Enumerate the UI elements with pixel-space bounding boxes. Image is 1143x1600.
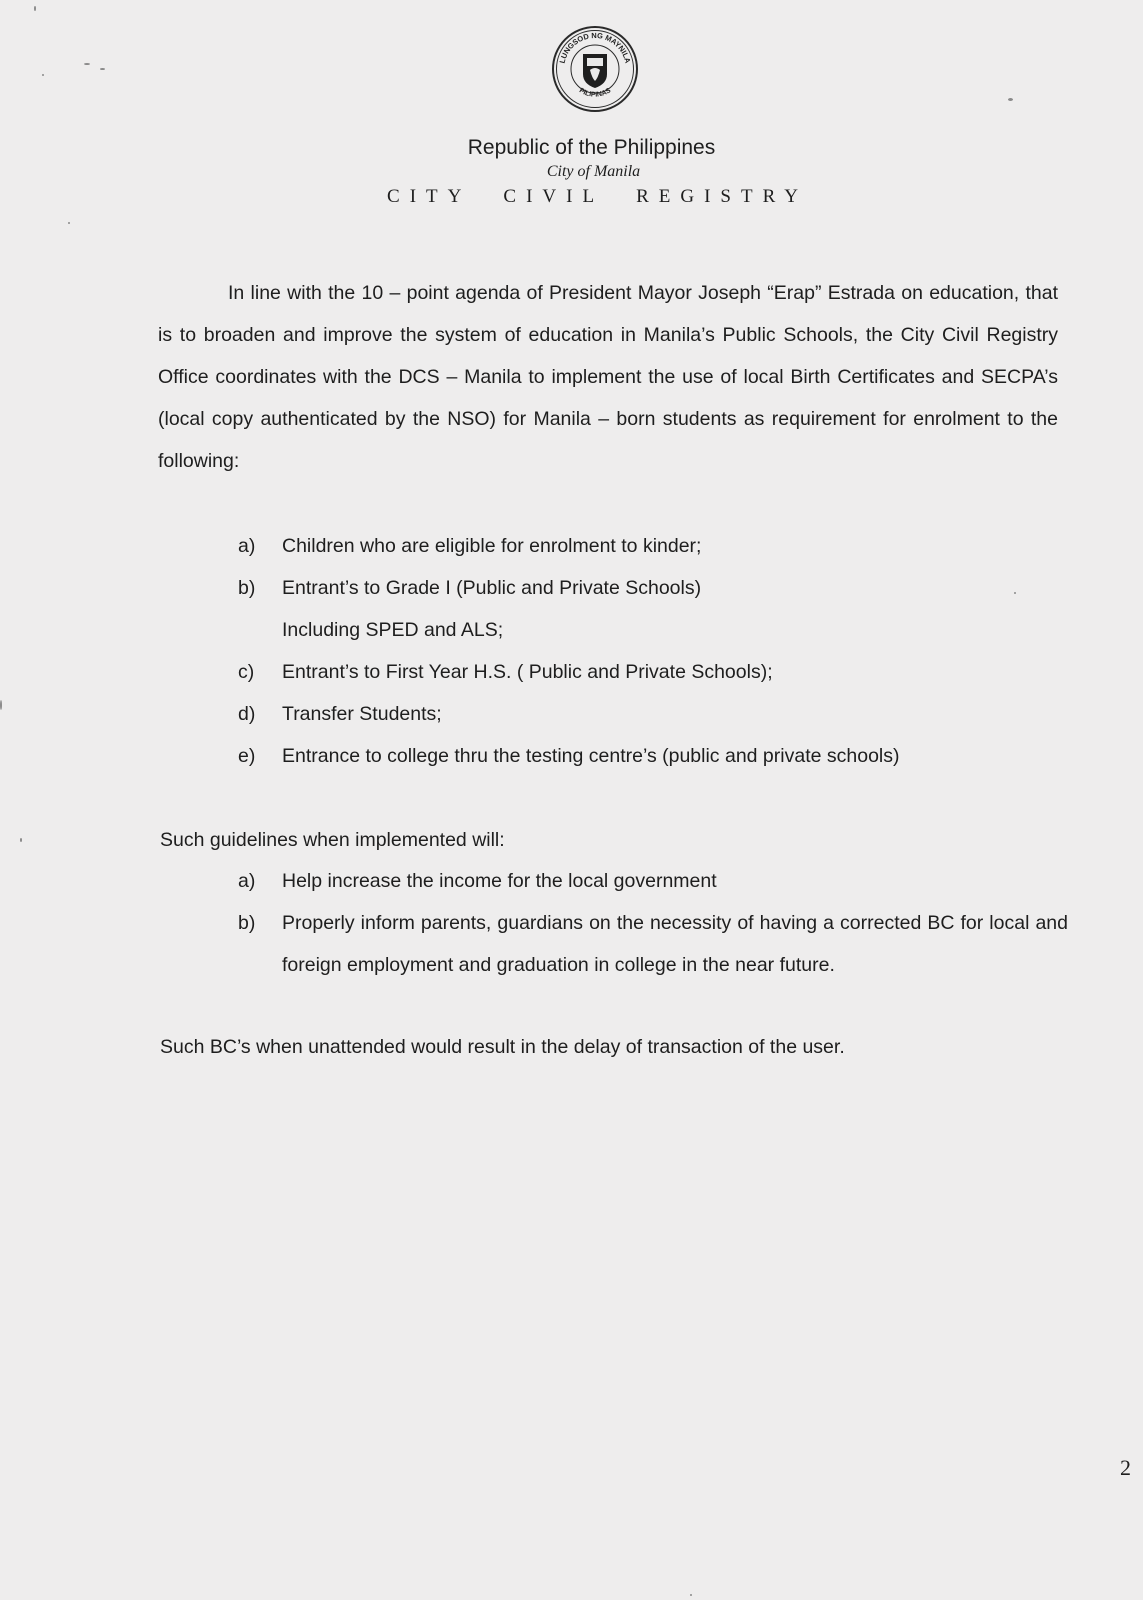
list-item — [238, 902, 1068, 986]
list-marker: d) — [238, 703, 256, 725]
list-item-text: Properly inform parents, guardians on the necessity of having a corrected BC for local and foreign employment and graduation in college in the near future. — [282, 912, 1068, 976]
list-item-text: Entrant’s to Grade I (Public and Private Schools) — [282, 577, 702, 599]
scan-speck — [1008, 98, 1013, 101]
seal-icon — [550, 24, 640, 114]
scan-speck — [20, 838, 22, 842]
list-item — [238, 651, 998, 693]
svg-text:PILIPINAS: PILIPINAS — [577, 87, 613, 99]
list-item-text: Help increase the income for the local government — [282, 870, 717, 892]
list-marker: c) — [238, 661, 255, 683]
list-item — [238, 735, 998, 777]
scan-speck — [1014, 592, 1016, 594]
svg-text:LUNGSOD NG MAYNILA: LUNGSOD NG MAYNILA — [557, 30, 633, 65]
requirements-list — [238, 525, 998, 777]
republic-heading: Republic of the Philippines — [467, 136, 716, 159]
guidelines-list — [238, 860, 1068, 986]
scan-speck — [34, 6, 36, 11]
list-item-text: Children who are eligible for enrolment to kinder; — [282, 535, 702, 557]
list-marker: a) — [238, 535, 256, 557]
scan-speck — [84, 63, 90, 65]
list-item-text: Including SPED and ALS; — [282, 619, 504, 641]
city-heading: City of Manila — [546, 163, 641, 180]
office-heading: CITY CIVIL REGISTRY — [387, 186, 808, 207]
list-marker: e) — [238, 745, 256, 767]
scan-speck — [0, 700, 2, 710]
list-item-text: Entrance to college thru the testing centre’s (public and private schools) — [282, 745, 900, 767]
list-item — [238, 609, 998, 651]
list-item — [238, 567, 998, 609]
list-item — [238, 693, 998, 735]
scan-speck — [690, 1594, 692, 1596]
list-marker: b) — [238, 912, 256, 934]
list-item-text: Entrant’s to First Year H.S. ( Public and Private Schools); — [282, 661, 773, 683]
closing-paragraph: Such BC’s when unattended would result in the delay of transaction of the user. — [160, 1036, 845, 1058]
intro-paragraph: In line with the 10 – point agenda of President Mayor Joseph “Erap” Estrada on education, that is to broaden and improve the system of education in Manila’s Public Schools, the City Civil Registry Office coordinates with the DCS – Manila to implement the use of local Birth Certificates and SECPA’s (local copy authenticated by the NSO) for Manila – born students as requirement for enrolment to the following: — [158, 282, 1058, 472]
list-item — [238, 525, 998, 567]
scan-speck — [68, 222, 70, 224]
list-marker: b) — [238, 577, 256, 599]
list-item — [238, 860, 1068, 902]
city-seal — [550, 24, 640, 114]
list-item-text: Transfer Students; — [282, 703, 442, 725]
list-marker — [238, 609, 282, 651]
page-number: 2 — [1120, 1455, 1131, 1480]
scan-speck — [100, 68, 105, 70]
guidelines-intro: Such guidelines when implemented will: — [160, 829, 505, 851]
scan-speck — [42, 74, 44, 76]
list-marker: a) — [238, 870, 256, 892]
